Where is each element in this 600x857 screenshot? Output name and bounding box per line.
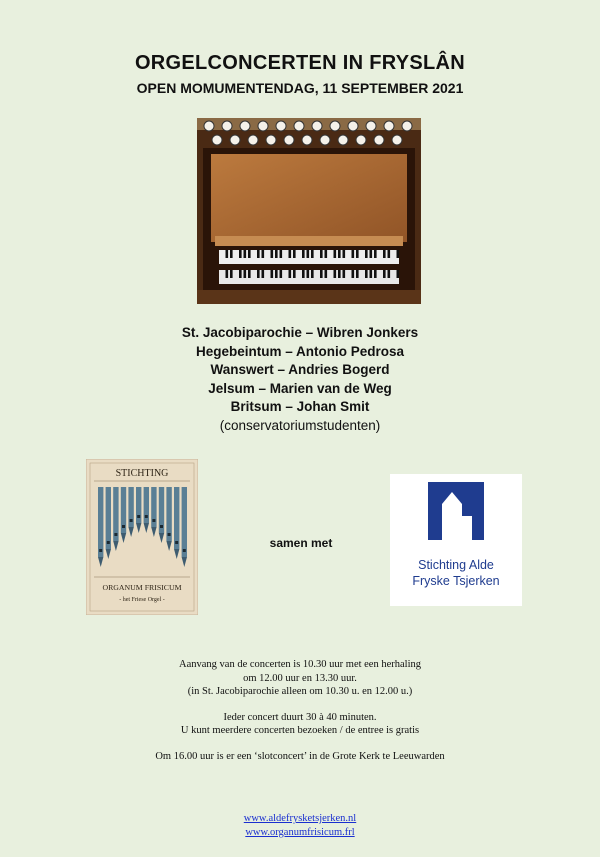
performer-line: Britsum – Johan Smit: [230, 399, 370, 414]
info-line: (in St. Jacobiparochie alleen om 10.30 u. en 12.00 u.): [187, 686, 413, 697]
organ-photo: [197, 118, 421, 304]
logo-name: ORGANUM FRISICUM: [102, 583, 182, 592]
info-line: Ieder concert duurt 30 à 40 minuten.: [223, 711, 377, 723]
links: [0, 812, 600, 839]
logo-tagline: - het Friese Orgel -: [119, 597, 165, 603]
logo-top-text: STICHTING: [115, 468, 169, 479]
performer-line: Wanswert – Andries Bogerd: [210, 362, 390, 377]
performer-line: St. Jacobiparochie – Wibren Jonkers: [181, 325, 419, 340]
info-line: Om 16.00 uur is er een ‘slotconcert’ in de Grote Kerk te Leeuwarden: [155, 750, 445, 762]
performer-line: Jelsum – Marien van de Weg: [208, 380, 392, 396]
samen-met-label: samen met: [269, 536, 333, 550]
info-line: Aanvang van de concerten is 10.30 uur met een herhaling: [179, 659, 421, 670]
performers-list: [0, 324, 600, 435]
performers-note: (conservatoriumstudenten): [219, 417, 381, 433]
page-subtitle: OPEN MOMUMENTENDAG, 11 SEPTEMBER 2021: [136, 80, 464, 96]
info-line: U kunt meerdere concerten bezoeken / de entree is gratis: [180, 725, 420, 736]
logo-line-2: Fryske Tsjerken: [412, 574, 500, 588]
page-title: ORGELCONCERTEN IN FRYSLÂN: [134, 52, 466, 74]
church-icon: [390, 474, 522, 554]
info-line: om 12.00 uur en 13.30 uur.: [243, 672, 357, 684]
concert-info: [0, 658, 600, 763]
link-organumfrisicum[interactable]: www.organumfrisicum.frl: [245, 826, 355, 838]
alde-fryske-tsjerken-logo: [390, 474, 522, 606]
performer-line: Hegebeintum – Antonio Pedrosa: [195, 343, 405, 359]
link-aldefrysketsjerken[interactable]: www.aldefrysketsjerken.nl: [243, 813, 357, 824]
organum-frisicum-logo: [86, 459, 198, 615]
logo-line-1: Stichting Alde: [418, 558, 494, 572]
